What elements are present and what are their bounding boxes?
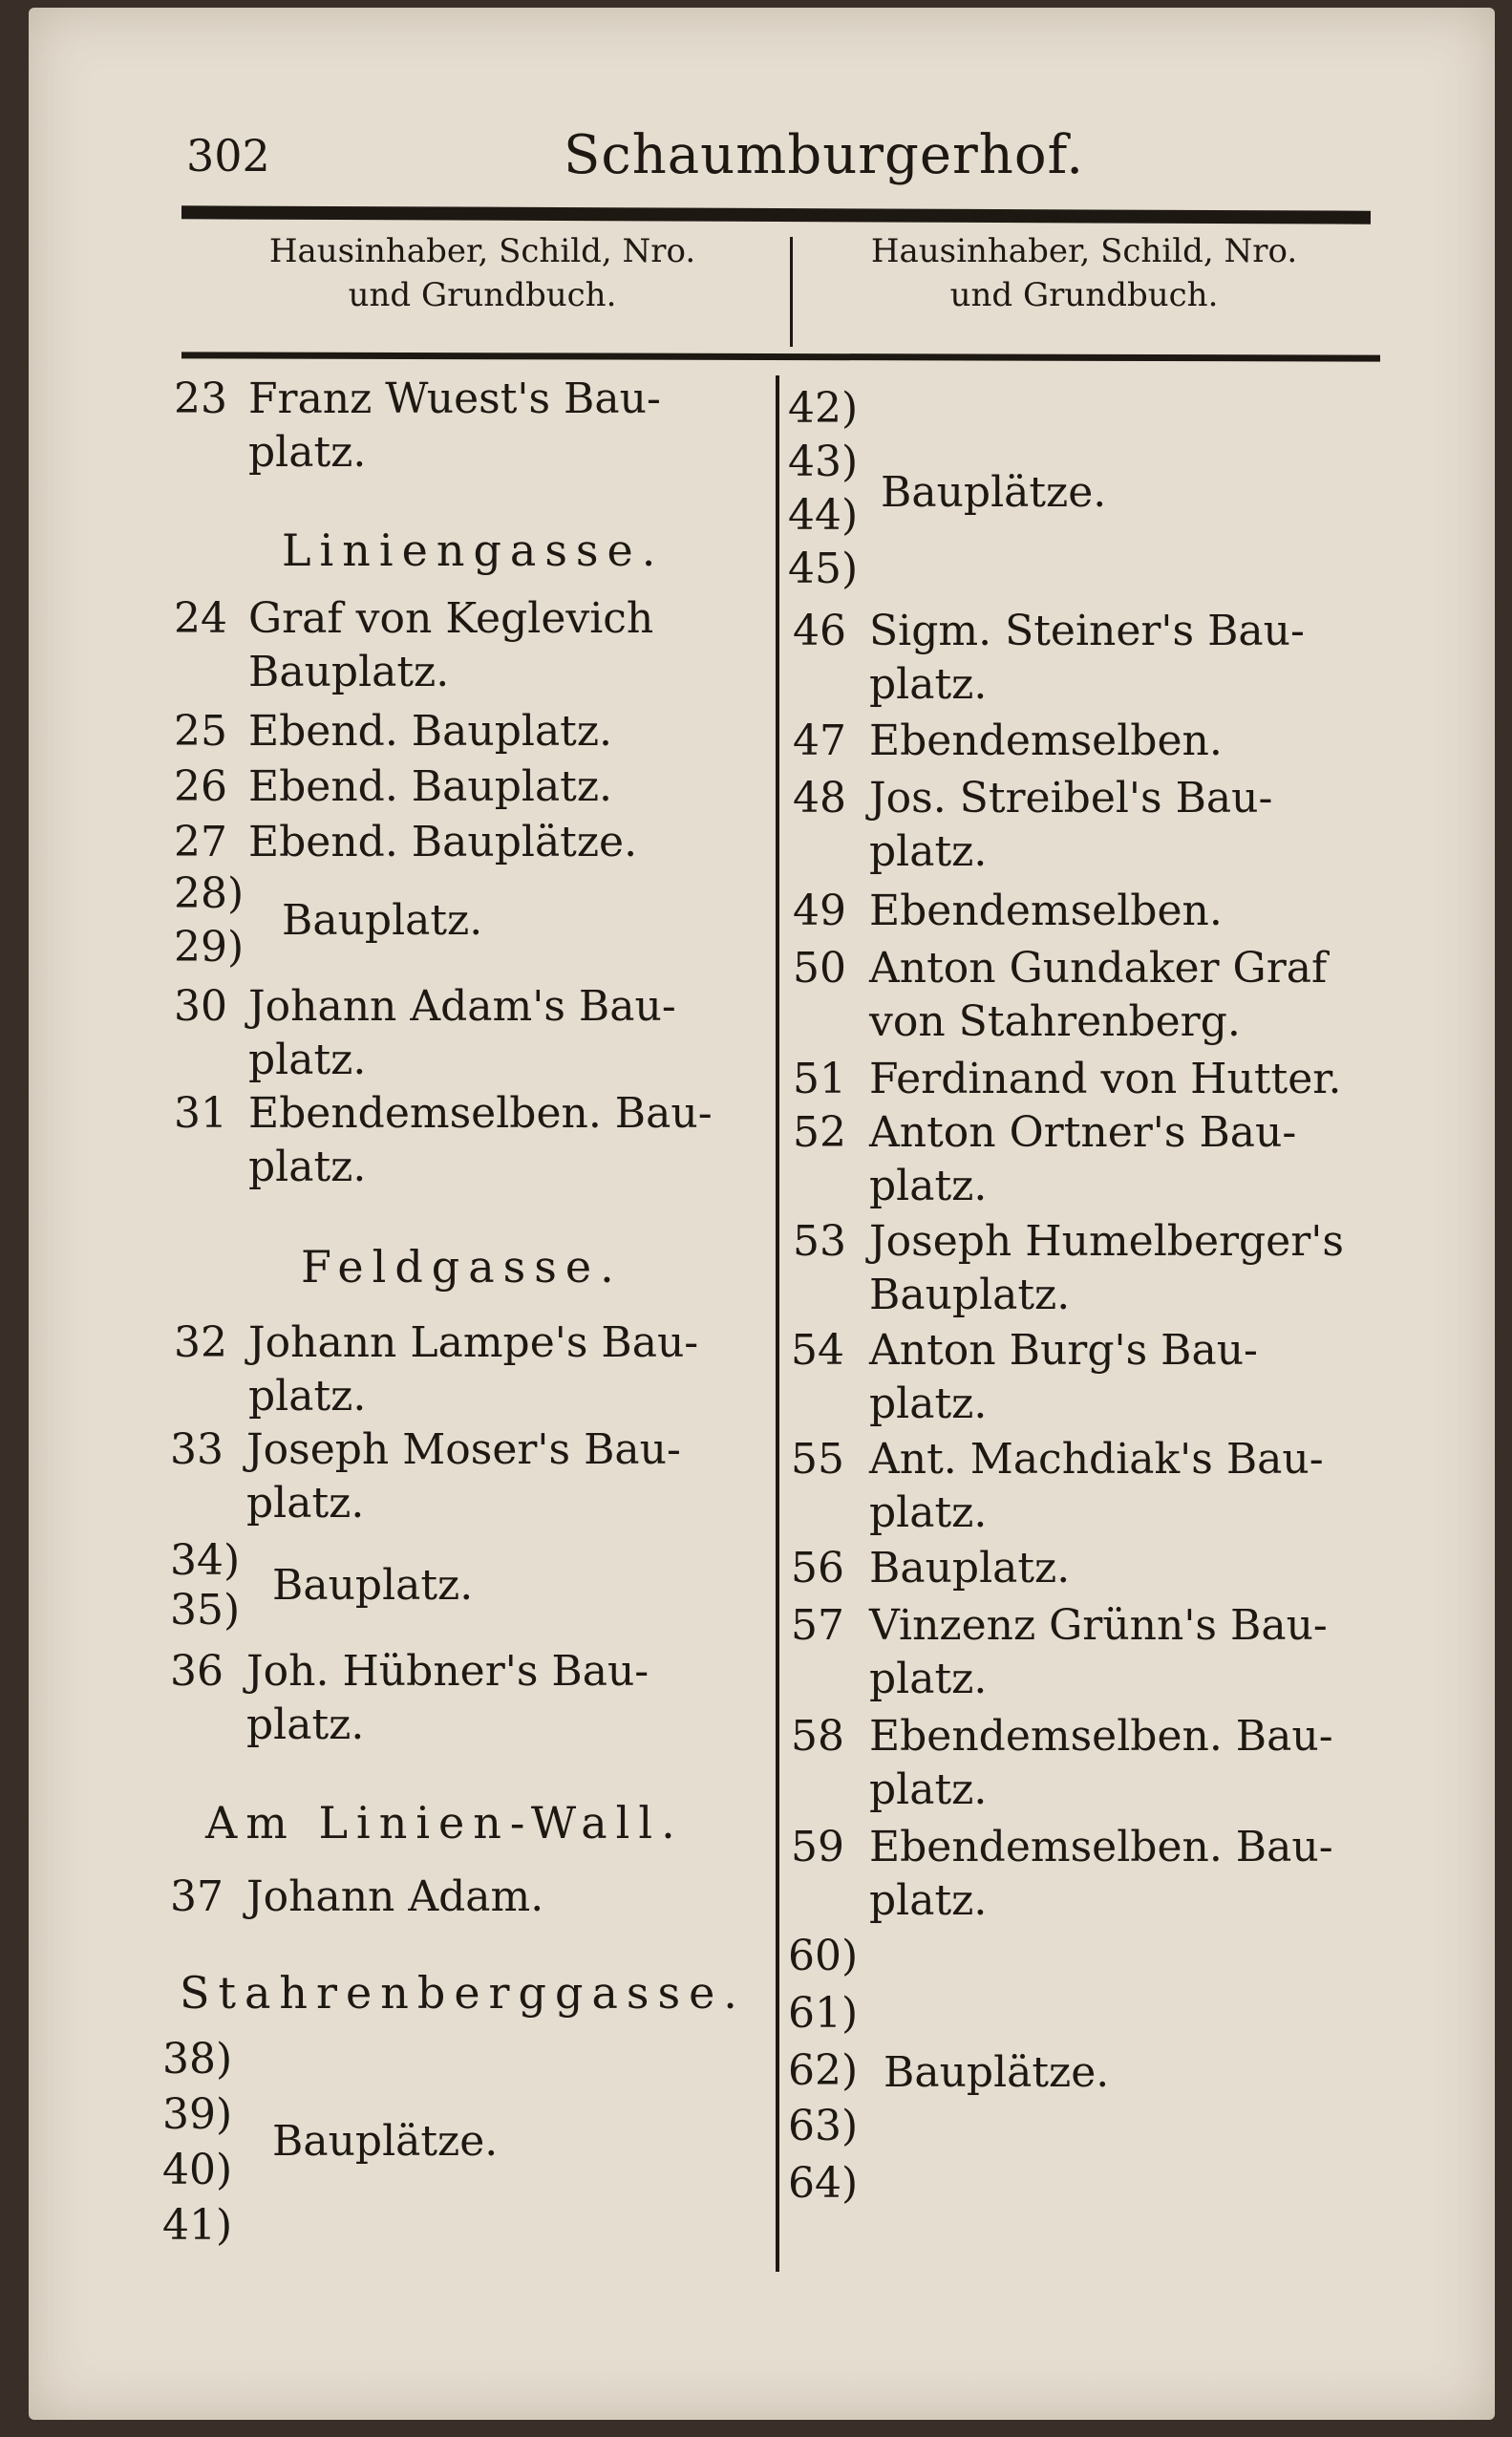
street-heading: Stahrenberggasse.	[180, 1967, 746, 2019]
entry-text: Graf von Keglevich	[248, 594, 654, 643]
entry-text: Bauplatz.	[282, 896, 483, 945]
entry-number: 54	[791, 1326, 844, 1375]
entry-number: 63)	[788, 2102, 859, 2150]
entry-number: 24	[174, 594, 227, 643]
entry-text: platz.	[869, 1488, 988, 1537]
entry-text: Vinzenz Grünn's Bau-	[869, 1601, 1328, 1650]
entry-text: Ebendemselben.	[869, 716, 1223, 765]
entry-number: 51	[793, 1055, 846, 1103]
header-rule-top	[181, 205, 1371, 224]
street-heading: Feldgasse.	[301, 1241, 623, 1293]
entry-text: Ferdinand von Hutter.	[869, 1055, 1342, 1103]
entry-number: 41)	[162, 2201, 233, 2250]
entry-text: Johann Adam's Bau-	[248, 982, 676, 1031]
entry-text: Bauplatz.	[869, 1544, 1071, 1593]
entry-text: Bauplatz.	[869, 1271, 1071, 1319]
entry-text: Ebend. Bauplätze.	[248, 818, 638, 866]
column-header-right	[793, 229, 1375, 317]
entry-number: 42)	[788, 384, 859, 433]
entry-number: 47	[793, 716, 846, 765]
entry-text: Joseph Moser's Bau-	[246, 1425, 681, 1474]
column-header-right-line1: Hausinhaber, Schild, Nro.	[870, 232, 1298, 270]
column-header-left	[181, 229, 783, 317]
entry-text: Bauplätze.	[884, 2048, 1110, 2097]
entry-text: Ebendemselben. Bau-	[869, 1823, 1333, 1871]
entry-number: 61)	[788, 1989, 859, 2038]
entry-number: 33	[170, 1425, 224, 1474]
entry-number: 31	[174, 1089, 227, 1138]
entry-text: Ebendemselben. Bau-	[869, 1712, 1333, 1761]
entry-number: 40)	[162, 2146, 233, 2194]
entry-text: Anton Gundaker Graf	[869, 944, 1328, 993]
entry-number: 60)	[788, 1932, 859, 1980]
entry-text: Sigm. Steiner's Bau-	[869, 607, 1305, 655]
entry-text: Johann Adam.	[246, 1872, 544, 1921]
street-heading: Liniengasse.	[282, 524, 665, 576]
entry-text: platz.	[869, 1765, 988, 1814]
entry-number: 36	[170, 1647, 224, 1696]
entry-number: 38)	[162, 2035, 233, 2084]
entry-text: Ebendemselben.	[869, 887, 1223, 935]
entry-text: Bauplätze.	[881, 468, 1107, 517]
entry-text: Joh. Hübner's Bau-	[246, 1647, 650, 1696]
entry-number: 46	[793, 607, 846, 655]
entry-number: 28)	[174, 869, 245, 918]
entry-number: 27	[174, 818, 227, 866]
entry-number: 59	[791, 1823, 844, 1871]
entry-number: 57	[791, 1601, 844, 1650]
entry-number: 23	[174, 374, 227, 423]
entry-text: platz.	[869, 660, 988, 709]
entry-text: Joseph Humelberger's	[869, 1217, 1344, 1266]
entry-text: Ant. Machdiak's Bau-	[869, 1435, 1324, 1484]
entry-number: 45)	[788, 545, 859, 593]
entry-text: Anton Burg's Bau-	[869, 1326, 1258, 1375]
entry-text: platz.	[869, 1655, 988, 1703]
entry-number: 43)	[788, 438, 859, 486]
entry-number: 29)	[174, 923, 245, 972]
entry-number: 62)	[788, 2046, 859, 2095]
entry-number: 44)	[788, 491, 859, 540]
entry-text: Bauplatz.	[272, 1561, 474, 1610]
entry-number: 34)	[170, 1536, 241, 1585]
entry-number: 49	[793, 887, 846, 935]
entry-text: Anton Ortner's Bau-	[869, 1108, 1297, 1157]
entry-text: platz.	[248, 428, 367, 477]
page-number: 302	[186, 130, 270, 182]
entry-text: Jos. Streibel's Bau-	[869, 774, 1273, 823]
entry-number: 56	[791, 1544, 844, 1593]
street-heading: Am Linien-Wall.	[205, 1797, 684, 1849]
entry-number: 30	[174, 982, 227, 1031]
entry-number: 52	[793, 1108, 846, 1157]
entry-number: 50	[793, 944, 846, 993]
column-header-right-line2: und Grundbuch.	[949, 276, 1219, 314]
entry-text: platz.	[869, 1876, 988, 1925]
entry-number: 39)	[162, 2090, 233, 2139]
running-head	[29, 113, 1495, 189]
running-title: Schaumburgerhof.	[564, 124, 1085, 186]
entry-text: platz.	[246, 1700, 365, 1749]
entry-number: 35)	[170, 1586, 241, 1635]
entry-number: 55	[791, 1435, 844, 1484]
entry-number: 25	[174, 707, 227, 756]
entry-text: Franz Wuest's Bau-	[248, 374, 661, 423]
entry-text: platz.	[248, 1372, 367, 1421]
entry-text: platz.	[869, 827, 988, 876]
entry-number: 26	[174, 762, 227, 811]
entry-number: 58	[791, 1712, 844, 1761]
entry-text: Bauplätze.	[272, 2117, 499, 2166]
entry-number: 64)	[788, 2159, 859, 2208]
entry-text: Ebend. Bauplatz.	[248, 762, 613, 811]
header-rule-bottom	[181, 352, 1380, 361]
entry-text: Bauplatz.	[248, 648, 450, 696]
entry-text: Johann Lampe's Bau-	[248, 1318, 699, 1367]
column-header-left-line2: und Grundbuch.	[348, 276, 617, 314]
column-divider	[776, 375, 779, 2272]
entry-text: platz.	[869, 1162, 988, 1210]
entry-text: platz.	[869, 1379, 988, 1428]
entry-number: 37	[170, 1872, 224, 1921]
entry-text: platz.	[246, 1479, 365, 1528]
entry-number: 53	[793, 1217, 846, 1266]
entry-text: platz.	[248, 1036, 367, 1084]
entry-number: 32	[174, 1318, 227, 1367]
entry-text: von Stahrenberg.	[869, 997, 1241, 1046]
entry-text: Ebendemselben. Bau-	[248, 1089, 713, 1138]
column-header-left-line1: Hausinhaber, Schild, Nro.	[268, 232, 696, 270]
book-page	[29, 8, 1495, 2420]
entry-text: platz.	[248, 1143, 367, 1191]
entry-number: 48	[793, 774, 846, 823]
entry-text: Ebend. Bauplatz.	[248, 707, 613, 756]
